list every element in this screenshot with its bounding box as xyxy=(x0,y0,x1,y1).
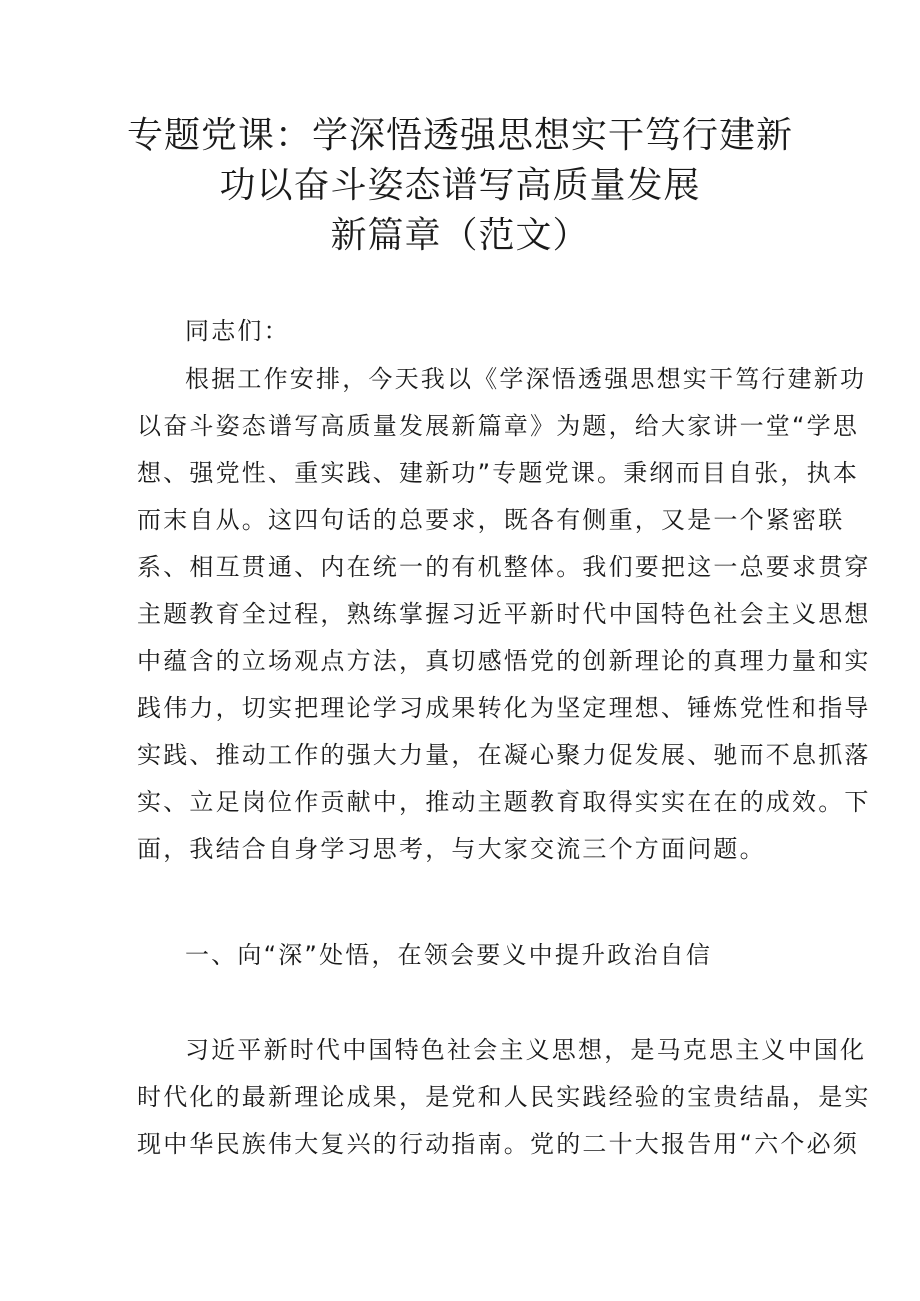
paragraph-2-line: 习近平新时代中国特色社会主义思想，是马克思主义中国化 xyxy=(185,1036,867,1064)
document-title-line-1: 专题党课：学深悟透强思想实干笃行建新 xyxy=(126,115,793,156)
paragraph-1-line: 实、立足岗位作贡献中，推动主题教育取得实实在在的成效。下 xyxy=(137,788,871,816)
paragraph-2-line: 现中华民族伟大复兴的行动指南。党的二十大报告用“六个必须 xyxy=(137,1130,860,1158)
paragraph-1-line: 系、相互贯通、内在统一的有机整体。我们要把这一总要求贯穿 xyxy=(137,553,871,581)
paragraph-1-line: 面，我结合自身学习思考，与大家交流三个方面问题。 xyxy=(137,835,766,863)
document-title-line-2: 功以奋斗姿态谱写高质量发展 xyxy=(219,165,701,206)
paragraph-1-line: 想、强党性、重实践、建新功”专题党课。秉纲而目自张，执本 xyxy=(137,459,860,487)
salutation: 同志们： xyxy=(185,317,290,345)
document-title-line-3: 新篇章（范文） xyxy=(330,215,590,256)
section-1-heading: 一、向“深”处悟，在领会要义中提升政治自信 xyxy=(185,941,713,969)
paragraph-1-line: 以奋斗姿态谱写高质量发展新篇章》为题，给大家讲一堂“学思 xyxy=(137,412,860,440)
paragraph-1-line: 践伟力，切实把理论学习成果转化为坚定理想、锤炼党性和指导 xyxy=(137,694,871,722)
paragraph-1-line: 中蕴含的立场观点方法，真切感悟党的创新理论的真理力量和实 xyxy=(137,647,871,675)
paragraph-2-line: 时代化的最新理论成果，是党和人民实践经验的宝贵结晶，是实 xyxy=(137,1083,871,1111)
paragraph-1-line: 主题教育全过程，熟练掌握习近平新时代中国特色社会主义思想 xyxy=(137,600,871,628)
paragraph-1-line: 实践、推动工作的强大力量，在凝心聚力促发展、驰而不息抓落 xyxy=(137,741,871,769)
paragraph-1-line: 根据工作安排，今天我以《学深悟透强思想实干笃行建新功 xyxy=(185,365,867,393)
paragraph-1-line: 而末自从。这四句话的总要求，既各有侧重，又是一个紧密联 xyxy=(137,506,845,534)
